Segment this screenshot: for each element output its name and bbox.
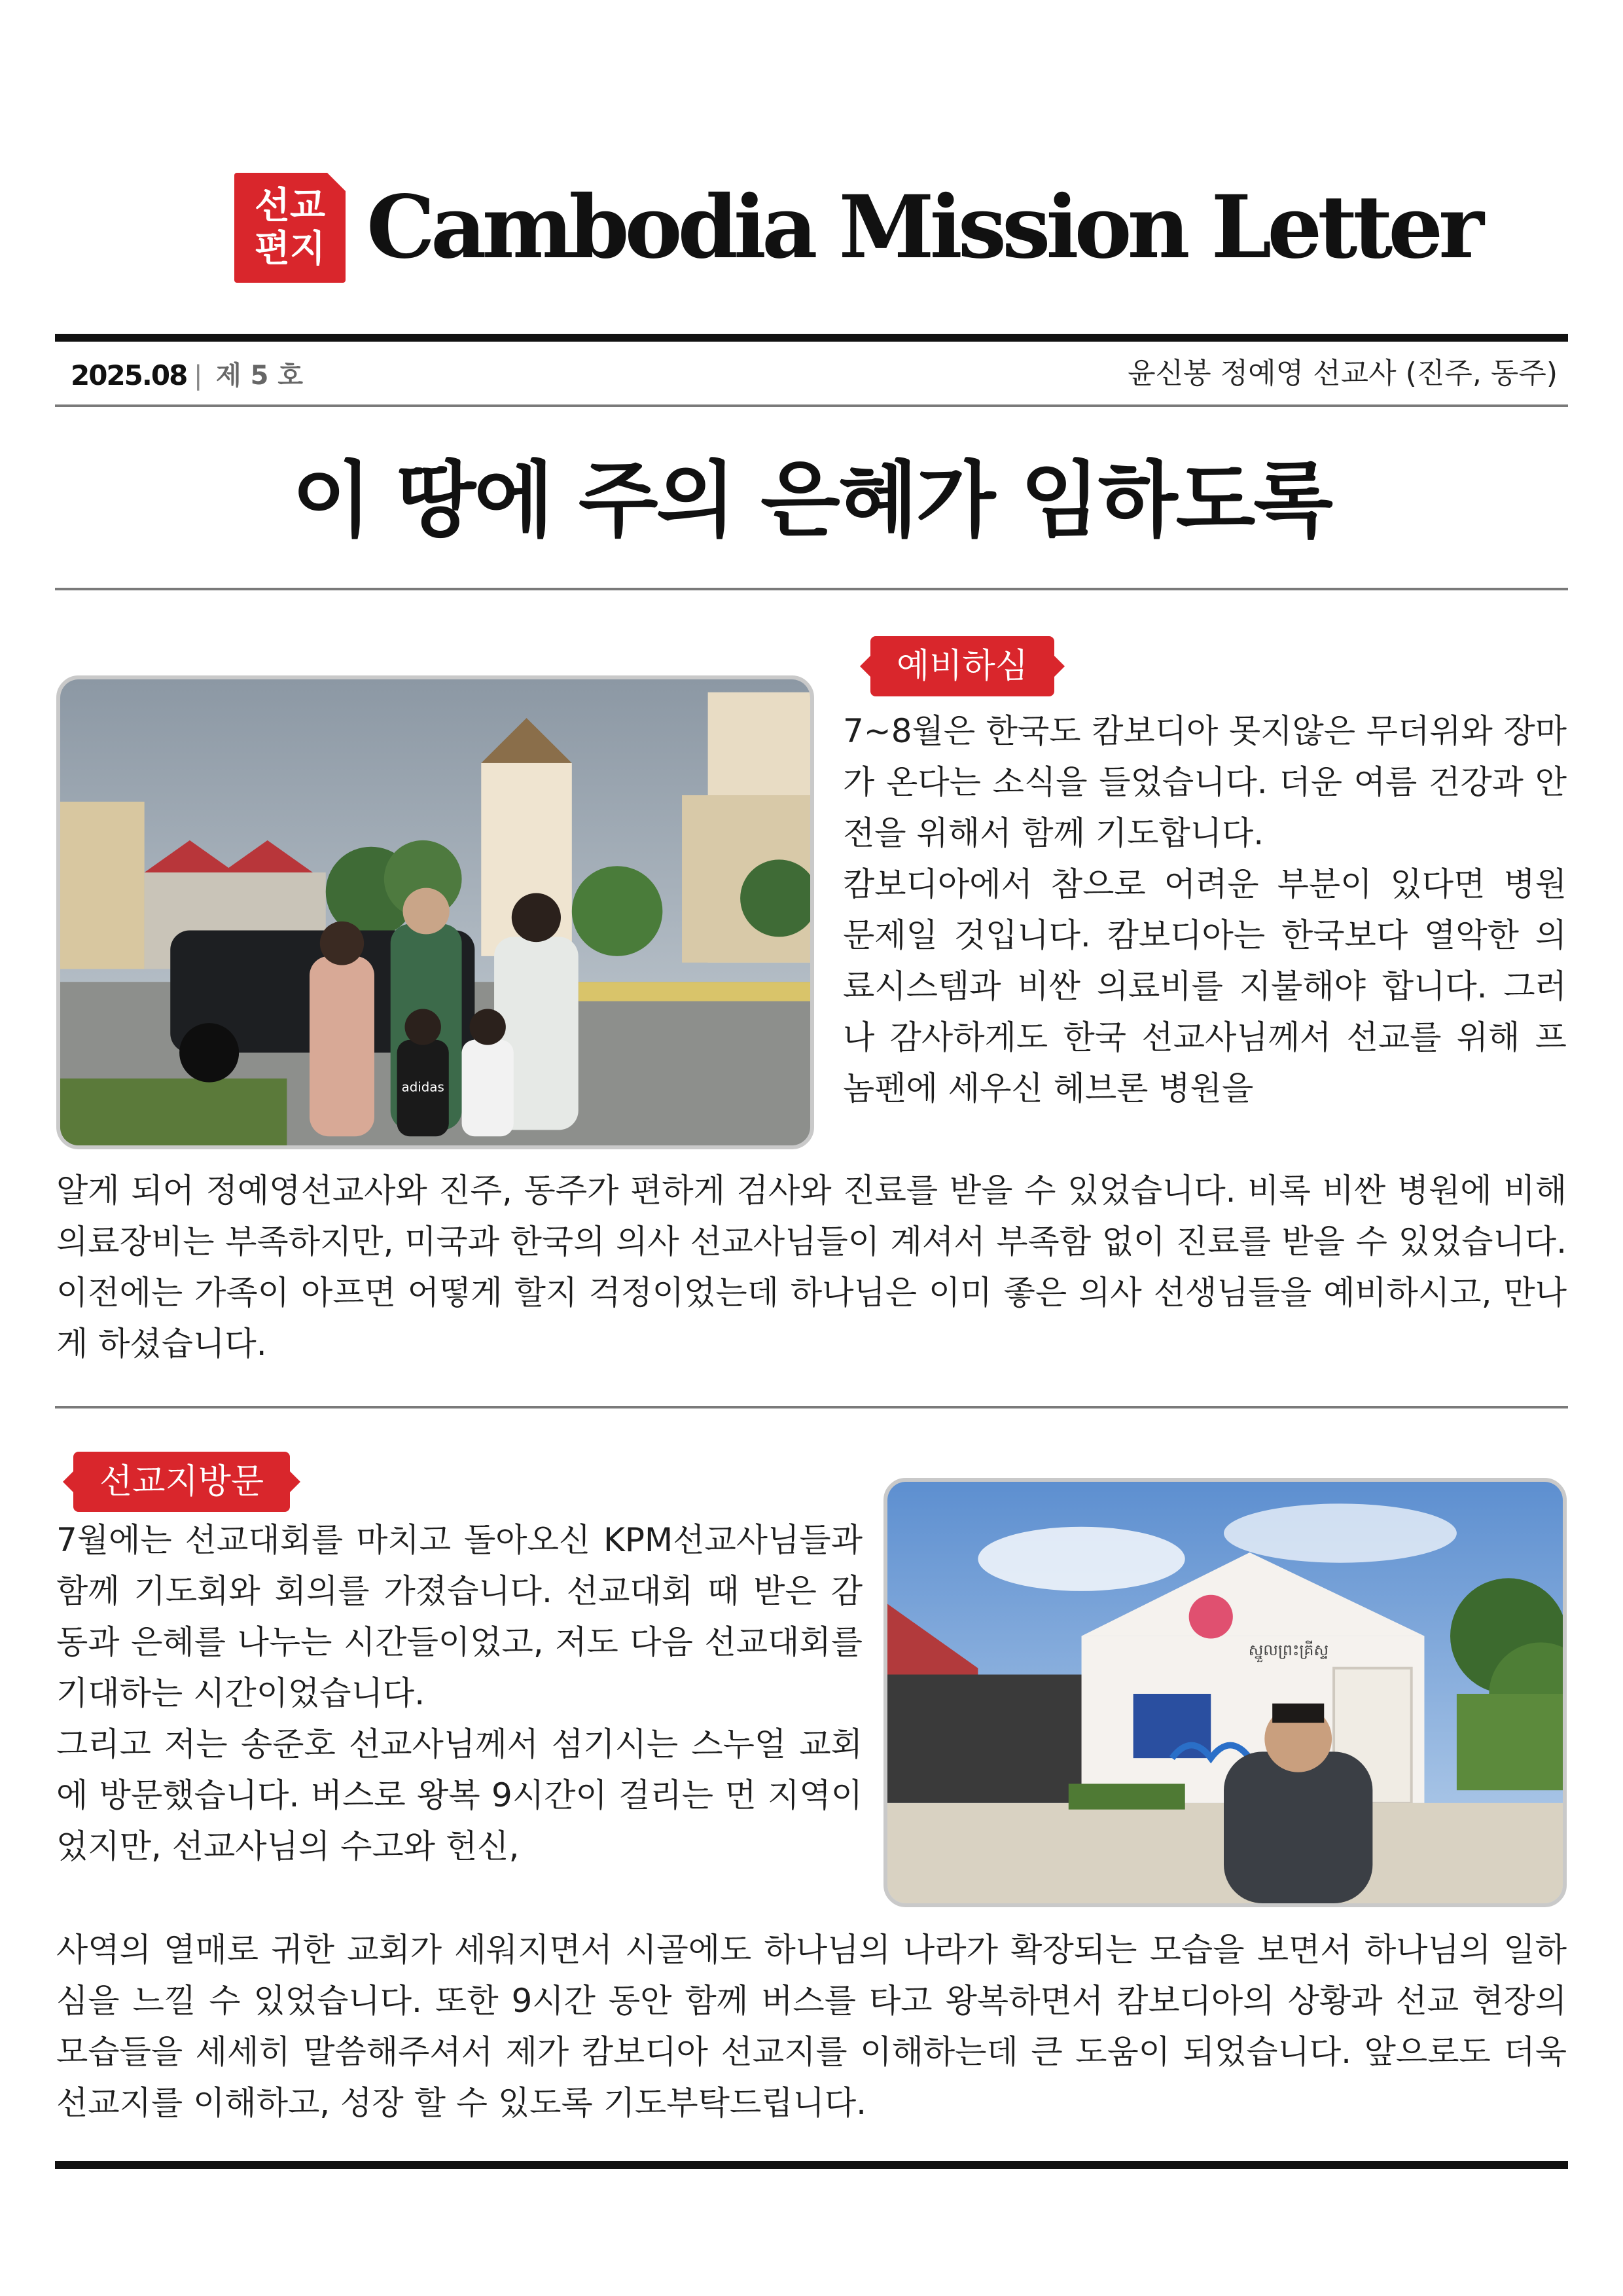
section-tag-preparation: 예비하심 [870, 636, 1054, 696]
section2-full-text [56, 1924, 1567, 2128]
logo-line-1: 선교 [254, 185, 326, 227]
issue-date: 2025.08 [71, 359, 187, 391]
photo-church-sign: ស្នួលព្រះគ្រីស្ទ [1248, 1641, 1329, 1660]
section1-full-paragraph: 알게 되어 정예영선교사와 진주, 동주가 편하게 검사와 진료를 받을 수 있었습니다. 비록 비싼 병원에 비해 의료장비는 부족하지만, 미국과 한국의 의사 선교사님들이 계셔서 부족함 없이 진료를 받을 수 있었습니다. 이전에는 가족이 아프면 어떻게 할지 걱정이었는데 하나님은 이미 좋은 의사 선생님들을 예비하시고, 만나게 하셨습니다. [56, 1172, 1567, 1363]
section1-side-text [843, 706, 1567, 1114]
section2-side-text [56, 1515, 863, 1872]
photo-shirt-text: adidas [401, 1079, 444, 1095]
issue-separator: | [194, 361, 203, 391]
masthead-rule-bottom [55, 404, 1568, 407]
photo-family-hospital-image [60, 679, 810, 1145]
section-tag-mission-visit: 선교지방문 [73, 1452, 290, 1512]
page-headline: 이 땅에 주의 은혜가 임하도록 [291, 452, 1332, 548]
section1-full-text [56, 1165, 1567, 1369]
masthead-rule-top [55, 334, 1568, 342]
photo-church-visit-image [887, 1482, 1563, 1903]
section-divider [55, 1406, 1568, 1408]
section1-side-paragraph-2: 캄보디아에서 참으로 어려운 부분이 있다면 병원 문제일 것입니다. 캄보디아는 한국보다 열악한 의료시스템과 비싼 의료비를 지불해야 합니다. 그러나 감사하게도 한국 선교사님께서 선교를 위해 프놈펜에 세우신 헤브론 병원을 [843, 865, 1567, 1107]
section1-side-paragraph-1: 7~8월은 한국도 캄보디아 못지않은 무더위와 장마가 온다는 소식을 들었습니다. 더운 여름 건강과 안전을 위해서 함께 기도합니다. [843, 712, 1567, 852]
footer-rule [55, 2161, 1568, 2169]
photo-church-visit [883, 1478, 1567, 1907]
author-line: 윤신봉 정예영 선교사 (진주, 동주) [1128, 357, 1558, 390]
section2-side-paragraph-1: 7월에는 선교대회를 마치고 돌아오신 KPM선교사님들과 함께 기도회와 회의를 가졌습니다. 선교대회 때 받은 감동과 은혜를 나누는 시간들이었고, 저도 다음 선교대회를 기대하는 시간이었습니다. [56, 1521, 863, 1712]
photo-family-hospital [56, 675, 814, 1149]
headline-rule [55, 588, 1568, 590]
logo-line-2: 편지 [254, 228, 326, 270]
section2-side-paragraph-2: 그리고 저는 송준호 선교사님께서 섬기시는 스누얼 교회에 방문했습니다. 버스로 왕복 9시간이 걸리는 먼 지역이었지만, 선교사님의 수고와 헌신, [56, 1725, 863, 1865]
issue-number: 제 5 호 [216, 361, 303, 391]
newsletter-title: Cambodia Mission Letter [366, 177, 1480, 278]
section2-full-paragraph: 사역의 열매로 귀한 교회가 세워지면서 시골에도 하나님의 나라가 확장되는 모습을 보면서 하나님의 일하심을 느낄 수 있었습니다. 또한 9시간 동안 함께 버스를 타고 왕복하면서 캄보디아의 상황과 선교 현장의 모습들을 세세히 말씀해주셔서 제가 캄보디아 선교지를 이해하는데 큰 도움이 되었습니다. 앞으로도 더욱 선교지를 이해하고, 성장 할 수 있도록 기도부탁드립니다. [56, 1931, 1567, 2122]
newsletter-logo [234, 173, 346, 283]
